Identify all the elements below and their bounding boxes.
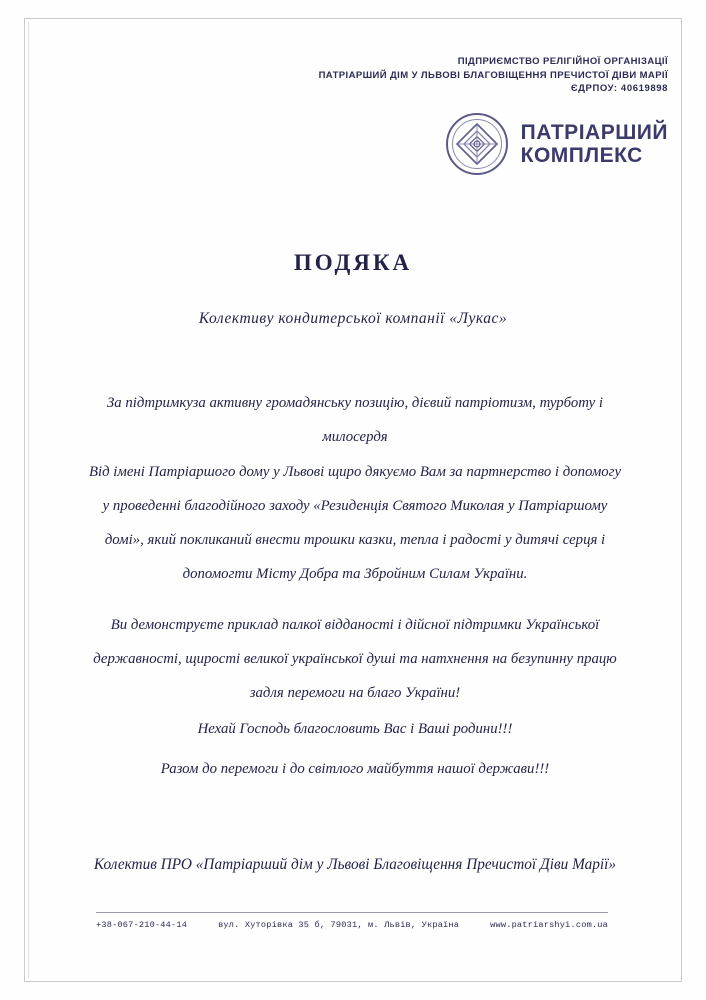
org-registration-code: ЄДРПОУ: 40619898 — [570, 83, 668, 94]
logo-line-2: КОМПЛЕКС — [520, 144, 643, 167]
footer-website[interactable]: www.patriarshyi.com.ua — [490, 920, 608, 930]
footer-phone: +38-067-210-44-14 — [96, 920, 188, 930]
patriarshyi-complex-emblem-icon — [445, 112, 509, 176]
logo-line-1: ПАТРІАРШИЙ — [520, 121, 668, 144]
footer — [96, 920, 608, 930]
footer-address: вул. Хуторівка 35 б, 79031, м. Львів, Україна — [218, 920, 460, 930]
logo-wordmark — [521, 121, 668, 167]
signature-line: Колектив ПРО «Патріарший дім у Львові Благовіщення Пречистої Діви Марії» — [93, 856, 617, 873]
body-paragraph-1: Від імені Патріаршого дому у Львові щиро дякуємо Вам за партнерство і допомогу у проведенні благодійного заходу «Резиденція Святого Миколая у Патріаршому домі», який покликаний внести трошки казки, тепла і радості у дитячі серця і допомогти Місту Добра та Збройним Силам України. — [88, 464, 622, 582]
footer-divider — [96, 912, 608, 913]
organization-header — [198, 55, 668, 96]
org-line-2: ПАТРІАРШИЙ ДІМ У ЛЬВОВІ БЛАГОВІЩЕННЯ ПРЕЧИСТОЇ ДІВИ МАРІЇ — [318, 69, 668, 81]
org-line-1: ПІДПРИЄМСТВО РЕЛІГІЙНОЇ ОРГАНІЗАЦІЇ — [457, 56, 668, 67]
recipient-line: Колективу кондитерської компанії «Лукас» — [198, 310, 508, 327]
document-title: ПОДЯКА — [293, 250, 413, 275]
victory-line: Разом до перемоги і до світлого майбуття нашої держави!!! — [160, 761, 550, 777]
body-paragraph-2: Ви демонструєте приклад палкої відданості і дійсної підтримки Української державності, щирості великої української душі та натхнення на безупинну працю задля перемоги на благо України! — [93, 617, 617, 701]
logo-block — [445, 112, 668, 176]
blessing-line: Нехай Господь благословить Вас і Ваші родини!!! — [197, 721, 513, 737]
reason-paragraph: За підтримкуза активну громадянську позицію, дієвий патріотизм, турботу і милосердя — [106, 395, 604, 445]
